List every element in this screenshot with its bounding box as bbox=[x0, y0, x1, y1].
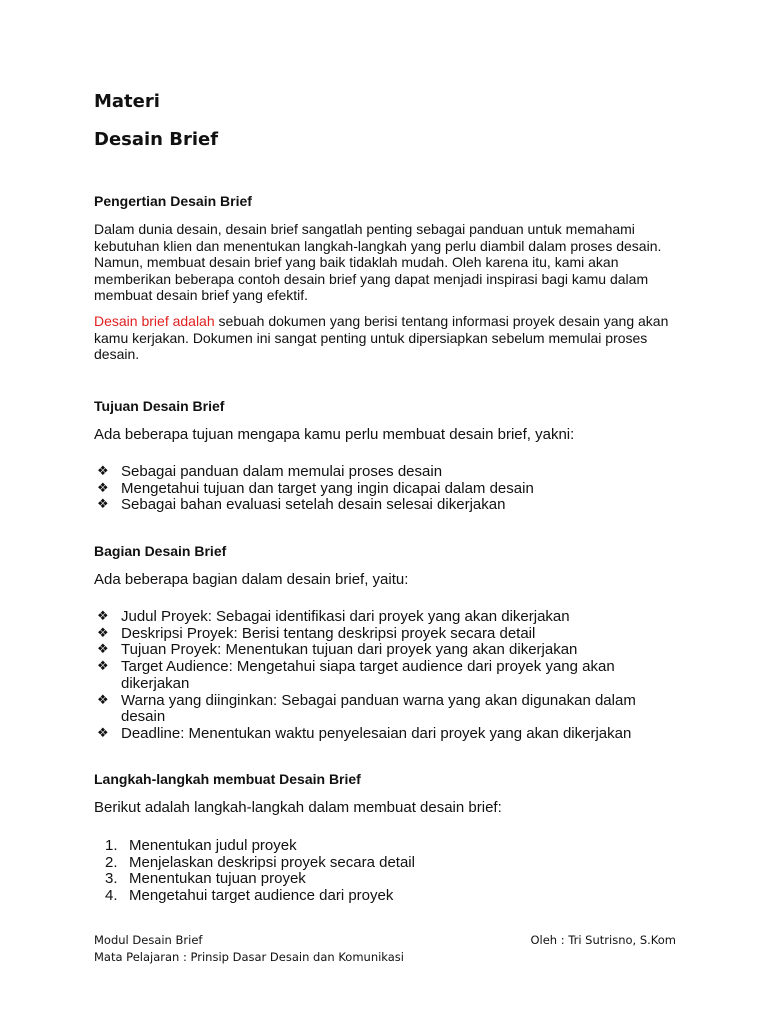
page-subtitle: Desain Brief bbox=[94, 129, 219, 150]
intro-langkah: Berikut adalah langkah-langkah dalam membuat desain brief: bbox=[94, 799, 502, 816]
list-item-text: Target Audience: Mengetahui siapa target audience dari proyek yang akan dikerjakan bbox=[121, 658, 615, 692]
intro-bagian: Ada beberapa bagian dalam desain brief, yaitu: bbox=[94, 571, 409, 588]
diamond-bullet-icon: ❖ bbox=[97, 609, 109, 624]
list-item-text: Sebagai bahan evaluasi setelah desain selesai dikerjakan bbox=[121, 496, 506, 514]
list-item bbox=[94, 642, 684, 659]
section-heading-bagian: Bagian Desain Brief bbox=[94, 543, 227, 559]
list-item bbox=[94, 693, 684, 726]
list-bagian bbox=[94, 609, 684, 743]
list-item-text: Mengetahui tujuan dan target yang ingin dicapai dalam desain bbox=[121, 479, 534, 497]
list-item-text: Warna yang diinginkan: Sebagai panduan warna yang akan digunakan dalam desain bbox=[121, 691, 636, 726]
footer-subject: Mata Pelajaran : Prinsip Dasar Desain dan Komunikasi bbox=[94, 950, 404, 964]
diamond-bullet-icon: ❖ bbox=[97, 659, 109, 675]
highlight-definition: Desain brief adalah bbox=[94, 313, 215, 329]
list-item bbox=[94, 481, 684, 498]
diamond-bullet-icon: ❖ bbox=[97, 497, 109, 513]
list-item bbox=[94, 609, 684, 626]
list-item bbox=[94, 626, 684, 643]
list-item bbox=[94, 464, 684, 481]
step-item bbox=[94, 855, 684, 872]
step-number: 2. bbox=[105, 853, 118, 871]
step-text: Menjelaskan deskripsi proyek secara detail bbox=[129, 853, 415, 871]
section-heading-tujuan: Tujuan Desain Brief bbox=[94, 398, 225, 414]
step-number: 3. bbox=[105, 870, 118, 888]
section-heading-langkah: Langkah-langkah membuat Desain Brief bbox=[94, 771, 361, 787]
step-number: 4. bbox=[105, 887, 118, 905]
definition-text: sebuah dokumen yang berisi tentang informasi proyek desain yang akan kamu kerjakan. Dokumen ini sangat penting untuk dipersiapkan sebelum memulai proses desain. bbox=[94, 313, 669, 362]
step-text: Menentukan judul proyek bbox=[129, 837, 297, 854]
diamond-bullet-icon: ❖ bbox=[97, 480, 109, 496]
intro-tujuan: Ada beberapa tujuan mengapa kamu perlu membuat desain brief, yakni: bbox=[94, 426, 575, 443]
footer-author: Oleh : Tri Sutrisno, S.Kom bbox=[530, 933, 676, 947]
list-item-text: Judul Proyek: Sebagai identifikasi dari proyek yang akan dikerjakan bbox=[121, 608, 570, 625]
diamond-bullet-icon: ❖ bbox=[97, 464, 109, 479]
page-title: Materi bbox=[94, 91, 160, 112]
list-item bbox=[94, 497, 684, 514]
paragraph-definisi bbox=[94, 313, 682, 363]
step-text: Menentukan tujuan proyek bbox=[129, 870, 306, 888]
footer-module: Modul Desain Brief bbox=[94, 933, 203, 947]
list-item-text: Tujuan Proyek: Menentukan tujuan dari proyek yang akan dikerjakan bbox=[121, 641, 578, 659]
list-item-text: Deadline: Menentukan waktu penyelesaian dari proyek yang akan dikerjakan bbox=[121, 724, 632, 742]
step-text: Mengetahui target audience dari proyek bbox=[129, 887, 394, 905]
diamond-bullet-icon: ❖ bbox=[97, 692, 109, 708]
diamond-bullet-icon: ❖ bbox=[97, 725, 109, 741]
list-item bbox=[94, 726, 684, 743]
diamond-bullet-icon: ❖ bbox=[97, 625, 109, 641]
list-item-text: Deskripsi Proyek: Berisi tentang deskripsi proyek secara detail bbox=[121, 624, 536, 642]
list-item bbox=[94, 659, 684, 692]
step-number: 1. bbox=[105, 837, 118, 854]
step-item bbox=[94, 871, 684, 888]
page-footer bbox=[94, 932, 676, 966]
list-tujuan bbox=[94, 464, 684, 514]
paragraph-pengertian: Dalam dunia desain, desain brief sangatlah penting sebagai panduan untuk memahami kebutuhan klien dan menentukan langkah-langkah yang perlu diambil dalam proses desain. Namun, membuat desain brief yang baik tidaklah mudah. Oleh karena itu, kami akan memberikan beberapa contoh desain brief yang dapat menjadi inspirasi bagi kamu dalam membuat desain brief yang efektif. bbox=[94, 221, 662, 303]
list-langkah bbox=[94, 838, 684, 905]
list-item-text: Sebagai panduan dalam memulai proses desain bbox=[121, 463, 443, 480]
diamond-bullet-icon: ❖ bbox=[97, 642, 109, 658]
step-item bbox=[94, 838, 684, 855]
section-heading-pengertian: Pengertian Desain Brief bbox=[94, 193, 252, 209]
step-item bbox=[94, 888, 684, 905]
